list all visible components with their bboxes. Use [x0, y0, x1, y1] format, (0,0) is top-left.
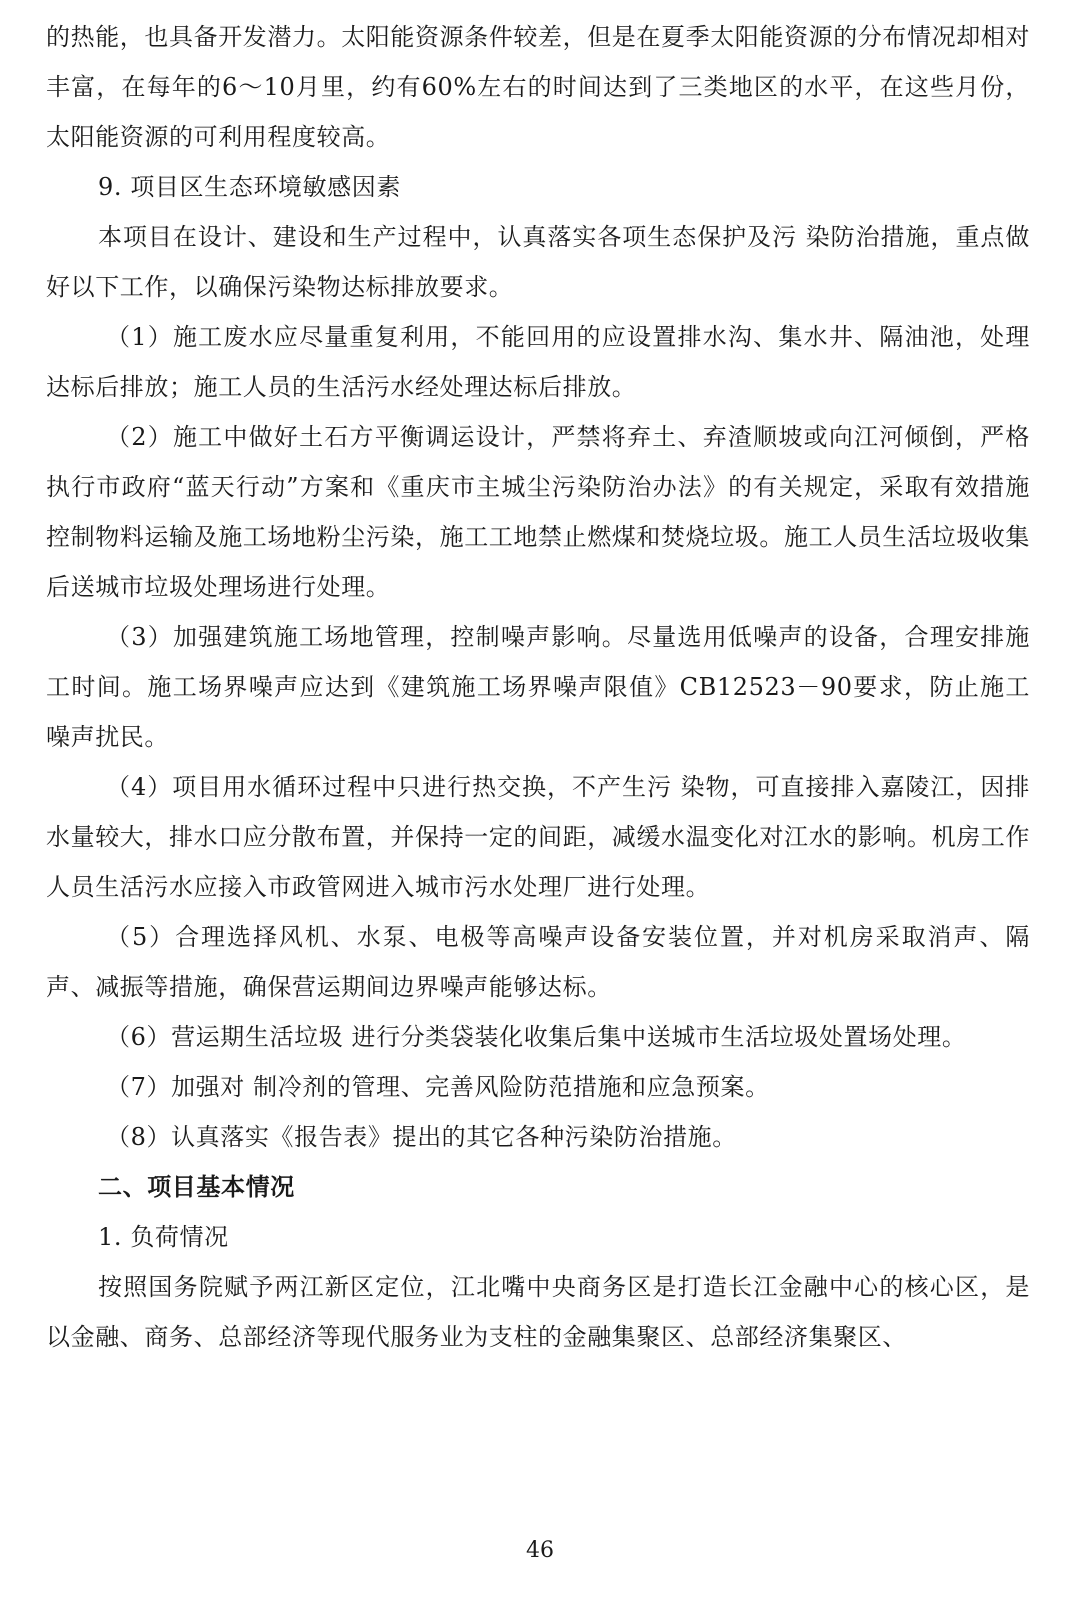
list-item-8: （8）认真落实《报告表》提出的其它各种污染防治措施。 [106, 1123, 737, 1151]
paragraph-positioning: 按照国务院赋予两江新区定位，江北嘴中央商务区是打造长江金融中心的核心区，是以金融、商务、总部经济等现代服务业为支柱的金融集聚区、总部经济集聚区、 [46, 1273, 1030, 1351]
paragraph-solar-resources: 的热能，也具备开发潜力。太阳能资源条件较差，但是在夏季太阳能资源的分布情况却相对丰富，在每年的6～10月里，约有60%左右的时间达到了三类地区的水平，在这些月份，太阳能资源的可利用程度较高。 [46, 23, 1030, 151]
list-item-7: （7）加强对 制冷剂的管理、完善风险防范措施和应急预案。 [106, 1073, 770, 1101]
list-item-4: （4）项目用水循环过程中只进行热交换，不产生污 染物，可直接排入嘉陵江，因排水量较大，排水口应分散布置，并保持一定的间距，减缓水温变化对江水的影响。机房工作人员生活污水应接入市政管网进入城市污水处理厂进行处理。 [46, 773, 1030, 901]
list-item-1: （1）施工废水应尽量重复利用，不能回用的应设置排水沟、集水井、隔油池，处理达标后排放；施工人员的生活污水经处理达标后排放。 [46, 323, 1030, 401]
document-body [46, 12, 1030, 1362]
page-number: 46 [526, 1538, 554, 1563]
section-heading-ecological-factors: 9. 项目区生态环境敏感因素 [98, 173, 401, 201]
paragraph-intro-measures: 本项目在设计、建设和生产过程中，认真落实各项生态保护及污 染防治措施，重点做好以下工作，以确保污染物达标排放要求。 [46, 223, 1030, 301]
list-item-2: （2）施工中做好土石方平衡调运设计，严禁将弃土、弃渣顺坡或向江河倾倒，严格执行市政府“蓝天行动”方案和《重庆市主城尘污染防治办法》的有关规定，采取有效措施控制物料运输及施工场地粉尘污染，施工工地禁止燃煤和焚烧垃圾。施工人员生活垃圾收集后送城市垃圾处理场进行处理。 [46, 423, 1030, 601]
list-item-3: （3）加强建筑施工场地管理，控制噪声影响。尽量选用低噪声的设备，合理安排施工时间。施工场界噪声应达到《建筑施工场界噪声限值》CB12523－90要求，防止施工噪声扰民。 [46, 623, 1030, 751]
list-item-5: （5）合理选择风机、水泵、电极等高噪声设备安装位置，并对机房采取消声、隔声、减振等措施，确保营运期间边界噪声能够达标。 [46, 923, 1030, 1001]
section-heading-project-basics: 二、项目基本情况 [98, 1172, 295, 1201]
subsection-heading-load: 1. 负荷情况 [98, 1223, 229, 1251]
list-item-6: （6）营运期生活垃圾 进行分类袋装化收集后集中送城市生活垃圾处置场处理。 [106, 1023, 967, 1051]
